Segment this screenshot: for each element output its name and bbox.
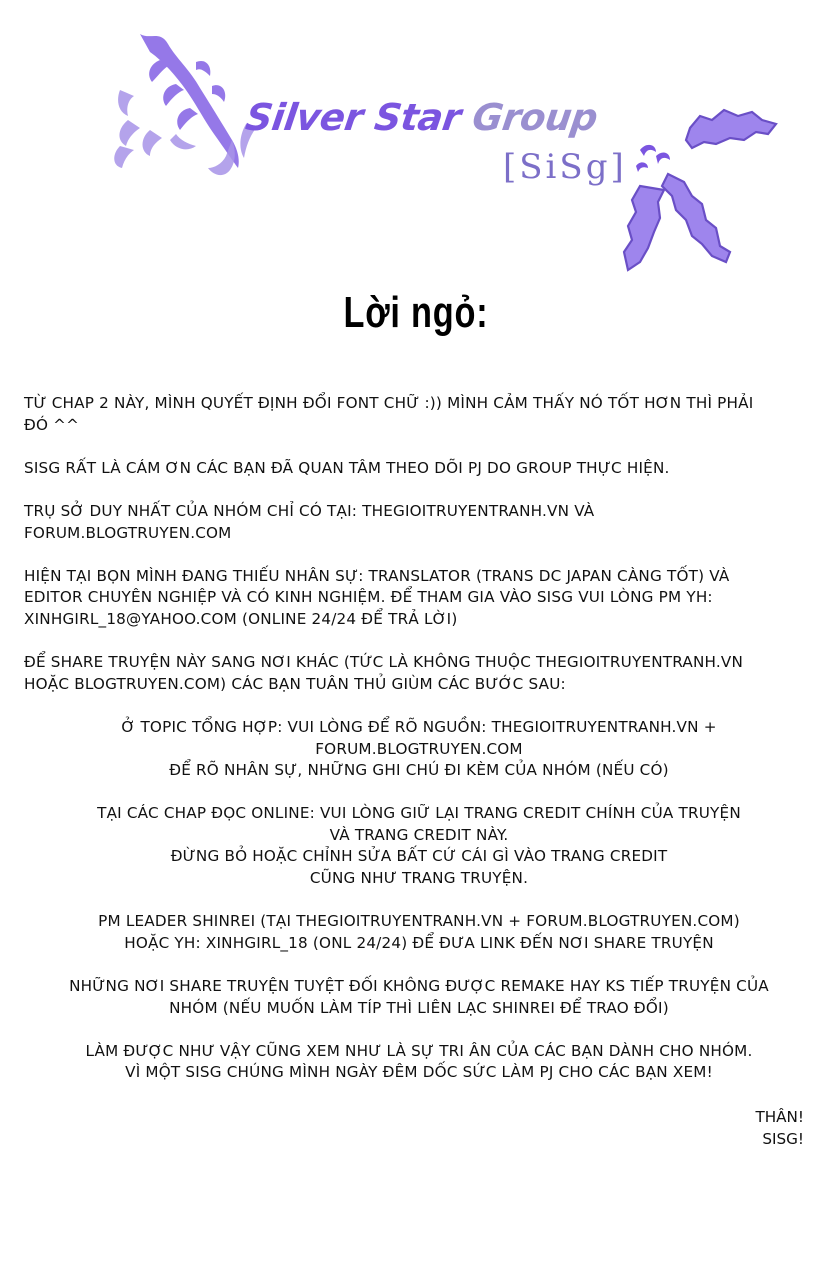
text-line: ĐỪNG BỎ HOẶC CHỈNH SỬA BẤT CỨ CÁI GÌ VÀO TRANG CREDIT — [170, 847, 668, 866]
text-line: CŨNG NHƯ TRANG TRUYỆN. — [309, 869, 529, 888]
paragraph-no-remake — [24, 976, 814, 1019]
paragraph-sharing-intro — [24, 652, 814, 695]
logo-title — [243, 96, 600, 139]
paragraph-thanks — [24, 458, 814, 480]
paragraph-topic-rules — [24, 717, 814, 782]
page-heading: Lời ngỏ: — [343, 288, 489, 337]
logo-title-part1: Silver Star — [242, 96, 476, 139]
text-line: HIỆN TẠI BỌN MÌNH ĐANG THIẾU NHÂN SỰ: TRANSLATOR (TRANS DC JAPAN CÀNG TỐT) VÀ — [24, 566, 730, 585]
text-line: VÀ TRANG CREDIT NÀY. — [329, 825, 509, 844]
text-line: FORUM.BLOGTRUYEN.COM — [315, 739, 523, 758]
paragraph-gratitude — [24, 1041, 814, 1084]
text-line: LÀM ĐƯỢC NHƯ VẬY CŨNG XEM NHƯ LÀ SỰ TRI ÂN CỦA CÁC BẠN DÀNH CHO NHÓM. — [85, 1041, 753, 1060]
text-line: HOẶC BLOGTRUYEN.COM) CÁC BẠN TUÂN THỦ GIÙM CÁC BƯỚC SAU: — [24, 674, 566, 693]
paragraph-contact-leader — [24, 911, 814, 954]
text-line: PM LEADER SHINREI (TẠI THEGIOITRUYENTRANH.VN + FORUM.BLOGTRUYEN.COM) — [98, 912, 740, 931]
signature-line-1: THÂN! — [755, 1108, 804, 1126]
text-line: TRỤ SỞ DUY NHẤT CỦA NHÓM CHỈ CÓ TẠI: THEGIOITRUYENTRANH.VN VÀ — [24, 501, 595, 520]
notice-body — [24, 393, 814, 1106]
text-line: TỪ CHAP 2 NÀY, MÌNH QUYẾT ĐỊNH ĐỔI FONT CHỮ :)) MÌNH CẢM THẤY NÓ TỐT HƠN THÌ PHẢI — [24, 394, 754, 412]
text-line: TẠI CÁC CHAP ĐỌC ONLINE: VUI LÒNG GIỮ LẠI TRANG CREDIT CHÍNH CỦA TRUYỆN — [97, 804, 741, 823]
text-line: SISG RẤT LÀ CÁM ƠN CÁC BẠN ĐÃ QUAN TÂM THEO DÕI PJ DO GROUP THỰC HIỆN. — [24, 458, 670, 477]
logo-title-part2: Group — [469, 96, 601, 139]
paragraph-recruitment — [24, 566, 814, 631]
text-line: HOẶC YH: XINHGIRL_18 (ONL 24/24) ĐỂ ĐƯA LINK ĐẾN NƠI SHARE TRUYỆN — [124, 933, 714, 952]
text-line: ĐỂ RÕ NHÂN SỰ, NHỮNG GHI CHÚ ĐI KÈM CỦA NHÓM (NẾU CÓ) — [169, 761, 669, 780]
paragraph-headquarters — [24, 501, 814, 544]
signature-line-2: SISG! — [762, 1129, 804, 1148]
text-line: ĐÓ ^^ — [24, 415, 80, 434]
text-line: EDITOR CHUYÊN NGHIỆP VÀ CÓ KINH NGHIỆM. ĐỂ THAM GIA VÀO SISG VUI LÒNG PM YH: — [24, 588, 713, 607]
group-logo — [0, 0, 832, 290]
paragraph-online-rules — [24, 803, 814, 889]
floral-ornament-icon — [0, 0, 832, 290]
text-line: Ở TOPIC TỔNG HỢP: VUI LÒNG ĐỂ RÕ NGUỒN: THEGIOITRUYENTRANH.VN + — [121, 717, 717, 736]
signature — [755, 1107, 804, 1150]
paragraph-font-change — [24, 393, 814, 436]
text-line: NHÓM (NẾU MUỐN LÀM TÍP THÌ LIÊN LẠC SHINREI ĐỂ TRAO ĐỔI) — [169, 998, 669, 1017]
text-line: XINHGIRL_18@YAHOO.COM (ONLINE 24/24 ĐỂ TRẢ LỜI) — [24, 609, 458, 628]
text-line: VÌ MỘT SISG CHÚNG MÌNH NGÀY ĐÊM DỐC SỨC LÀM PJ CHO CÁC BẠN XEM! — [125, 1063, 713, 1082]
text-line: ĐỂ SHARE TRUYỆN NÀY SANG NƠI KHÁC (TỨC LÀ KHÔNG THUỘC THEGIOITRUYENTRANH.VN — [24, 653, 744, 672]
logo-abbreviation: [SiSg] — [503, 147, 627, 187]
text-line: FORUM.BLOGTRUYEN.COM — [24, 523, 232, 542]
text-line: NHỮNG NƠI SHARE TRUYỆN TUYỆT ĐỐI KHÔNG ĐƯỢC REMAKE HAY KS TIẾP TRUYỆN CỦA — [69, 977, 769, 996]
